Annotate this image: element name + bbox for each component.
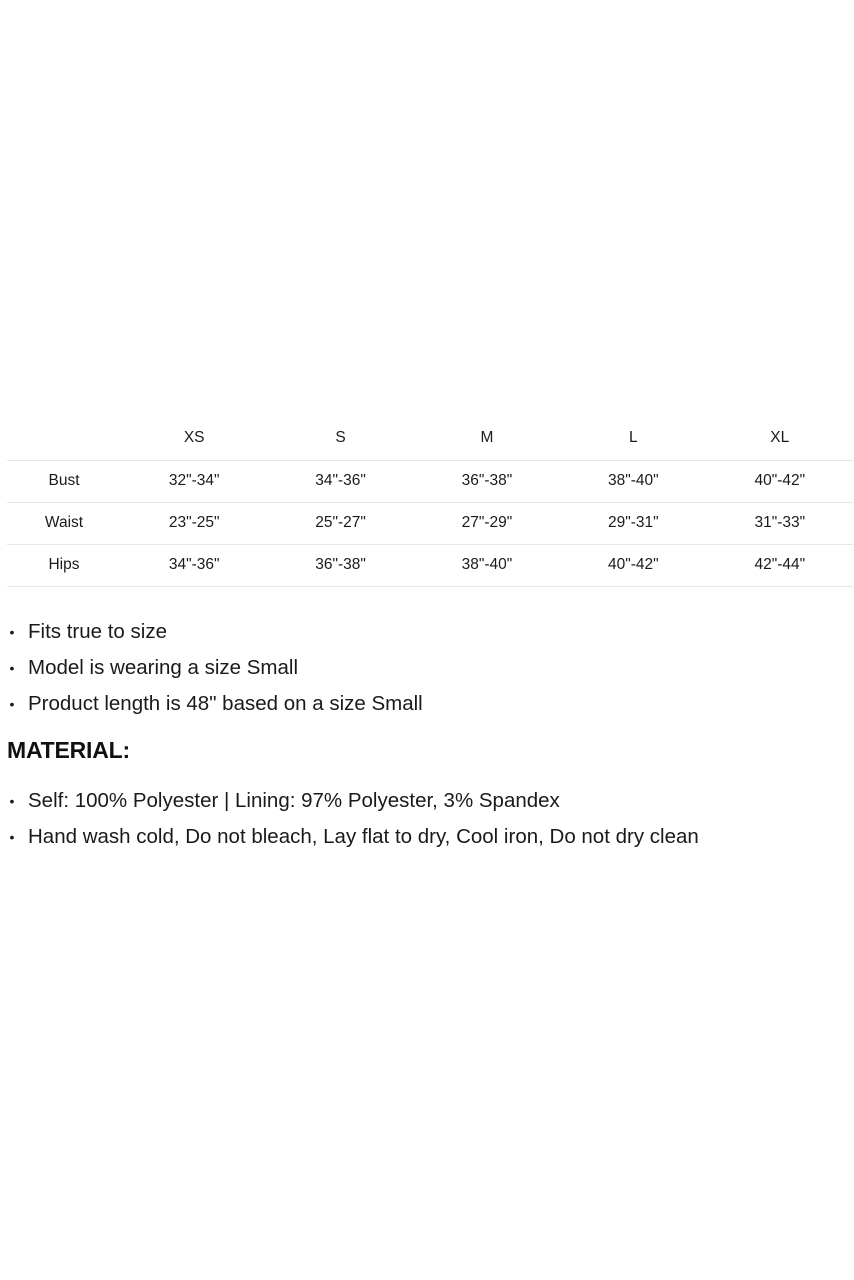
- table-cell: 34"-36": [121, 544, 267, 586]
- table-cell: 31"-33": [707, 502, 853, 544]
- table-cell: 34"-36": [267, 460, 413, 502]
- table-cell: 40"-42": [707, 460, 853, 502]
- table-cell: 40"-42": [560, 544, 706, 586]
- table-cell: 42"-44": [707, 544, 853, 586]
- size-header-row: [7, 417, 853, 460]
- material-list: [7, 783, 699, 855]
- table-cell: 38"-40": [414, 544, 560, 586]
- row-label-bust: Bust: [7, 460, 121, 502]
- size-header-xl: XL: [707, 417, 853, 460]
- list-item: [7, 650, 423, 686]
- table-row-bust: [7, 460, 853, 502]
- table-row-hips: [7, 544, 853, 586]
- size-header-l: L: [560, 417, 706, 460]
- size-chart-table: [7, 417, 853, 587]
- table-cell: 27"-29": [414, 502, 560, 544]
- bullet-icon: •: [9, 696, 15, 712]
- table-cell: 25"-27": [267, 502, 413, 544]
- list-item: [7, 686, 423, 722]
- table-cell: 36"-38": [414, 460, 560, 502]
- bullet-icon: •: [9, 660, 15, 676]
- list-item: [7, 819, 699, 855]
- table-cell: 36"-38": [267, 544, 413, 586]
- fit-note-text: Fits true to size: [28, 620, 167, 643]
- fit-note-text: Product length is 48" based on a size Small: [28, 692, 423, 715]
- row-label-hips: Hips: [7, 544, 121, 586]
- size-header-xs: XS: [121, 417, 267, 460]
- table-cell: 23"-25": [121, 502, 267, 544]
- list-item: [7, 783, 699, 819]
- bullet-icon: •: [9, 624, 15, 640]
- table-cell: 29"-31": [560, 502, 706, 544]
- size-header-s: S: [267, 417, 413, 460]
- table-cell: 32"-34": [121, 460, 267, 502]
- fit-note-text: Model is wearing a size Small: [28, 656, 299, 679]
- bullet-icon: •: [9, 829, 15, 845]
- material-heading: MATERIAL:: [7, 737, 130, 763]
- material-text: Self: 100% Polyester | Lining: 97% Polyester, 3% Spandex: [28, 789, 560, 812]
- size-header-m: M: [414, 417, 560, 460]
- list-item: [7, 614, 423, 650]
- care-text: Hand wash cold, Do not bleach, Lay flat to dry, Cool iron, Do not dry clean: [28, 825, 699, 848]
- table-row-waist: [7, 502, 853, 544]
- table-cell: 38"-40": [560, 460, 706, 502]
- bullet-icon: •: [9, 793, 15, 809]
- row-label-waist: Waist: [7, 502, 121, 544]
- corner-cell: [7, 417, 121, 460]
- fit-notes-list: [7, 614, 423, 722]
